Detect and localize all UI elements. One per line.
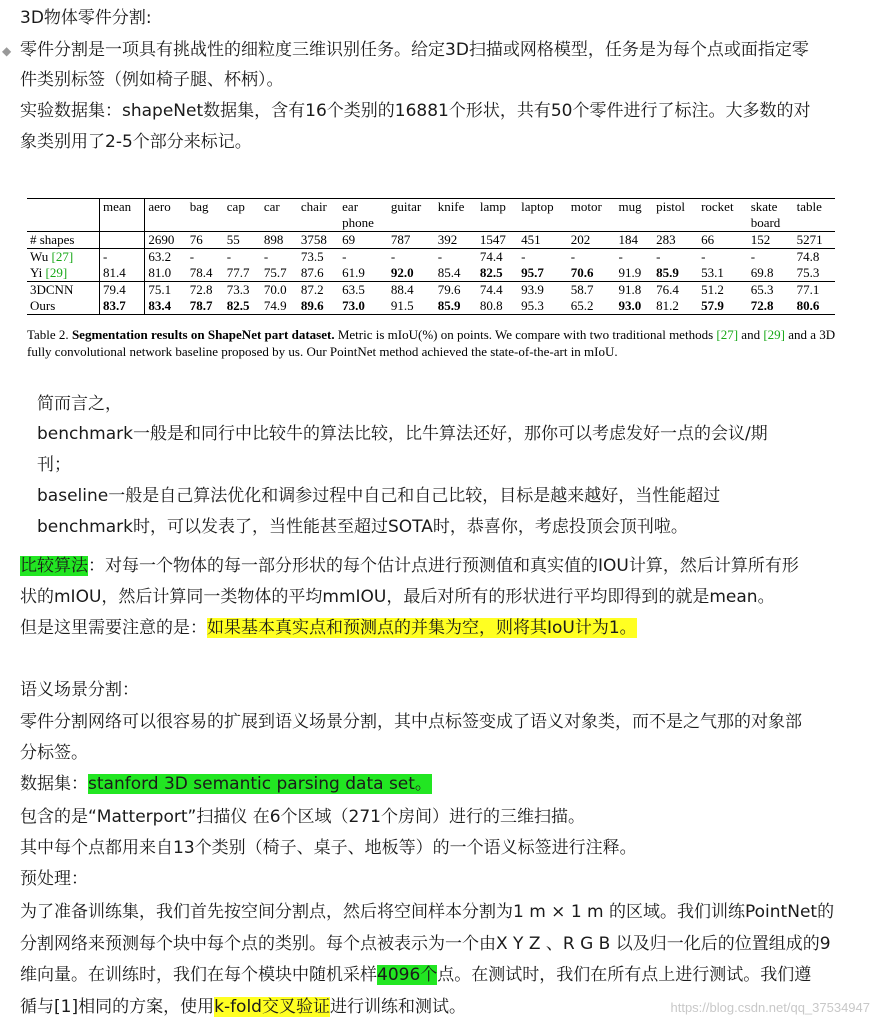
header-cell xyxy=(27,199,100,216)
table-cell: 69.8 xyxy=(748,265,794,282)
table-cell: - xyxy=(342,249,347,264)
table-cell: 184 xyxy=(616,232,654,249)
table-cell: - xyxy=(701,249,706,264)
row-label xyxy=(27,282,100,299)
table-cell: 78.7 xyxy=(187,298,224,315)
table-cell: 89.6 xyxy=(298,298,339,315)
table-cell: 74.4 xyxy=(479,249,503,264)
table-header-row-2 xyxy=(27,215,835,232)
table-cell: 95.7 xyxy=(518,265,568,282)
highlight-sample-count: 4096个 xyxy=(377,965,438,985)
table-header-row xyxy=(27,199,835,216)
table-cell: 898 xyxy=(261,232,298,249)
table-cell: - xyxy=(656,249,661,264)
header-cell: car xyxy=(261,199,298,216)
table-cell: 80.8 xyxy=(477,298,518,315)
table-cell: 63.2 xyxy=(148,249,172,264)
table-cell: 74.8 xyxy=(796,249,820,264)
table-cell: 92.0 xyxy=(388,265,435,282)
table-cell: 79.6 xyxy=(437,282,461,297)
table-cell: 57.9 xyxy=(698,298,748,315)
header-cell: phone xyxy=(339,215,388,232)
header-cell: rocket xyxy=(698,199,748,216)
table-row xyxy=(27,249,835,266)
table-cell: 95.3 xyxy=(518,298,568,315)
caption-ref-link[interactable]: [27] xyxy=(716,327,739,342)
paragraph-line: 简而言之， xyxy=(37,394,122,414)
table-cell: 85.9 xyxy=(435,298,477,315)
caption-text: and xyxy=(738,327,764,342)
table-cell: 83.7 xyxy=(100,298,145,315)
row-label xyxy=(27,249,100,266)
table-cell: - xyxy=(437,249,443,264)
header-cell: ear xyxy=(339,199,388,216)
table-cell: 77.1 xyxy=(796,282,820,297)
header-cell: lamp xyxy=(477,199,518,216)
paragraph-line: 分标签。 xyxy=(20,743,88,763)
table-cell: - xyxy=(189,249,195,264)
table-cell: 63.5 xyxy=(342,282,365,297)
header-cell: aero xyxy=(145,199,187,216)
table-cell: 91.8 xyxy=(618,282,642,297)
table-cell: - xyxy=(226,249,232,264)
table-cell: 85.4 xyxy=(435,265,477,282)
table-cell: 61.9 xyxy=(339,265,388,282)
table-cell: - xyxy=(521,249,526,264)
table-row xyxy=(27,265,835,282)
table-cell: - xyxy=(263,249,269,264)
table-cell: 88.4 xyxy=(390,282,414,297)
table-cell: 73.3 xyxy=(226,282,250,297)
table-cell: 72.8 xyxy=(189,282,213,297)
table-cell: 70.6 xyxy=(568,265,616,282)
section-title: 3D物体零件分割: xyxy=(20,8,152,28)
table-cell: 77.7 xyxy=(224,265,261,282)
table-cell: 53.1 xyxy=(698,265,748,282)
header-cell: mug xyxy=(616,199,654,216)
method-name: Ours xyxy=(30,298,56,313)
table-cell: 787 xyxy=(388,232,435,249)
row-label: # shapes xyxy=(27,232,100,249)
header-cell: cap xyxy=(224,199,261,216)
table-cell: 5271 xyxy=(794,232,835,249)
header-cell: knife xyxy=(435,199,477,216)
results-table-figure xyxy=(27,198,839,360)
table-cell: 65.3 xyxy=(750,282,774,297)
highlight-label: 比较算法 xyxy=(20,556,88,576)
table-cell: 73.5 xyxy=(300,249,324,264)
table-cell: 55 xyxy=(224,232,261,249)
highlight-dataset: stanford 3D semantic parsing data set。 xyxy=(88,774,432,794)
table-cell: 93.0 xyxy=(616,298,654,315)
paragraph-line: 比较算法：对每一个物体的每一部分形状的每个估计点进行预测值和真实值的IOU计算，然后计算所有形 xyxy=(20,556,799,576)
caption-ref-link[interactable]: [29] xyxy=(763,327,785,342)
header-cell: bag xyxy=(187,199,224,216)
header-cell: laptop xyxy=(518,199,568,216)
header-cell: mean xyxy=(100,199,145,216)
paragraph-line: 零件分割网络可以很容易的扩展到语义场景分割，其中点标签变成了语义对象类，而不是之气那的对象部 xyxy=(20,712,802,732)
paragraph-line: 刊； xyxy=(37,455,71,475)
table-cell: 3758 xyxy=(298,232,339,249)
table-cell: 81.0 xyxy=(145,265,187,282)
table-cell: 65.2 xyxy=(568,298,616,315)
table-cell: 85.9 xyxy=(653,265,698,282)
citation-link[interactable]: [29] xyxy=(45,265,68,280)
table-cell: 72.8 xyxy=(748,298,794,315)
table-cell: 74.4 xyxy=(479,282,503,297)
table-cell: 76 xyxy=(187,232,224,249)
paragraph-line: 件类别标签（例如椅子腿、杯柄）。 xyxy=(20,70,284,90)
table-cell: - xyxy=(100,249,145,266)
table-cell: - xyxy=(750,249,756,264)
table-cell: 81.2 xyxy=(653,298,698,315)
method-name: 3DCNN xyxy=(30,282,74,297)
section-title: 语义场景分割： xyxy=(20,680,139,700)
table-cell: 283 xyxy=(653,232,698,249)
table-cell: 75.3 xyxy=(794,265,835,282)
caption-prefix: Table 2. xyxy=(27,327,72,342)
caption-text: and a 3D fully convolutional network baseline proposed by us. Our PointNet method achieved the state-of-the-art in mIoU. xyxy=(27,327,836,359)
table-cell: 91.5 xyxy=(388,298,435,315)
table-shapes-row xyxy=(27,232,835,249)
paragraph-line: 维向量。在训练时，我们在每个模块中随机采样4096个点。在测试时，我们在所有点上进行测试。我们遵 xyxy=(20,965,812,985)
table-cell: 152 xyxy=(748,232,794,249)
table-cell: 82.5 xyxy=(224,298,261,315)
table-row xyxy=(27,298,835,315)
table-cell: - xyxy=(570,249,576,264)
table-cell: 81.4 xyxy=(100,265,145,282)
bullet-icon: ◆ xyxy=(2,44,12,58)
table-cell: 79.4 xyxy=(100,282,145,299)
caption-bold: Segmentation results on ShapeNet part dataset. xyxy=(71,327,335,342)
table-cell: 75.1 xyxy=(148,282,172,297)
table-cell: - xyxy=(390,249,396,264)
table-cell: 66 xyxy=(698,232,748,249)
paragraph-line: 但是这里需要注意的是：如果基本真实点和预测点的并集为空，则将其IoU计为1。 xyxy=(20,618,637,638)
table-cell: 73.0 xyxy=(339,298,388,315)
table-cell: 76.4 xyxy=(656,282,679,297)
header-cell: skate xyxy=(748,199,794,216)
watermark: https://blog.csdn.net/qq_37534947 xyxy=(670,1000,870,1015)
table-cell: 82.5 xyxy=(477,265,518,282)
table-cell: 451 xyxy=(518,232,568,249)
highlight-note: 如果基本真实点和预测点的并集为空，则将其IoU计为1。 xyxy=(207,618,637,638)
paragraph-line: benchmark一般是和同行中比较牛的算法比较，比牛算法还好，那你可以考虑发好一点的会议/期 xyxy=(37,424,768,444)
method-name: Wu xyxy=(30,249,49,264)
table-cell: 69 xyxy=(339,232,388,249)
table-cell xyxy=(100,232,145,249)
paragraph-line: 循与[1]相同的方案，使用k-fold交叉验证进行训练和测试。 xyxy=(20,997,466,1017)
header-cell: pistol xyxy=(653,199,698,216)
header-cell: chair xyxy=(298,199,339,216)
caption-text: Metric is mIoU(%) on points. We compare with two traditional methods xyxy=(334,327,717,342)
table-cell: 392 xyxy=(435,232,477,249)
paragraph-line: 象类别用了2-5个部分来标记。 xyxy=(20,132,252,152)
header-cell: board xyxy=(748,215,794,232)
table-cell: 93.9 xyxy=(521,282,544,297)
paragraph-line: 包含的是“Matterport”扫描仪 在6个区域（271个房间）进行的三维扫描。 xyxy=(20,807,585,827)
paragraph-line: benchmark时，可以发表了，当性能甚至超过SOTA时，恭喜你，考虑投顶会顶刊啦。 xyxy=(37,517,688,537)
highlight-kfold: k-fold交叉验证 xyxy=(214,997,330,1017)
table-cell: - xyxy=(618,249,623,264)
paragraph-line: 为了准备训练集，我们首先按空间分割点，然后将空间样本分割为1 m × 1 m 的区域。我们训练PointNet的 xyxy=(20,902,835,922)
paragraph-line: 数据集：stanford 3D semantic parsing data set。 xyxy=(20,774,432,794)
paragraph-line: 其中每个点都用来自13个类别（椅子、桌子、地板等）的一个语义标签进行注释。 xyxy=(20,838,637,858)
table-cell: 74.9 xyxy=(261,298,298,315)
header-cell: guitar xyxy=(388,199,435,216)
table-caption xyxy=(27,326,839,360)
table-cell: 78.4 xyxy=(187,265,224,282)
paragraph-line: 零件分割是一项具有挑战性的细粒度三维识别任务。给定3D扫描或网格模型，任务是为每个点或面指定零 xyxy=(20,40,809,60)
results-table xyxy=(27,198,835,315)
table-cell: 87.6 xyxy=(298,265,339,282)
table-cell: 87.2 xyxy=(300,282,324,297)
table-cell: 58.7 xyxy=(570,282,594,297)
method-name: Yi xyxy=(30,265,43,280)
table-cell: 2690 xyxy=(145,232,187,249)
table-cell: 70.0 xyxy=(263,282,287,297)
citation-link[interactable]: [27] xyxy=(51,249,74,264)
table-cell: 80.6 xyxy=(794,298,835,315)
table-cell: 91.9 xyxy=(616,265,654,282)
table-cell: 83.4 xyxy=(145,298,187,315)
paragraph-line: 分割网络来预测每个块中每个点的类别。每个点被表示为一个由X Y Z 、R G B 以及归一化后的位置组成的9 xyxy=(20,934,831,954)
header-cell: motor xyxy=(568,199,616,216)
table-cell: 1547 xyxy=(477,232,518,249)
paragraph-line: 状的mIOU，然后计算同一类物体的平均mmIOU，最后对所有的形状进行平均即得到的就是mean。 xyxy=(20,587,775,607)
paragraph-line: 预处理： xyxy=(20,869,88,889)
row-label xyxy=(27,298,100,315)
table-cell: 51.2 xyxy=(701,282,724,297)
row-label xyxy=(27,265,100,282)
table-cell: 202 xyxy=(568,232,616,249)
paragraph-line: 实验数据集：shapeNet数据集，含有16个类别的16881个形状，共有50个零件进行了标注。大多数的对 xyxy=(20,101,811,121)
paragraph-line: baseline一般是自己算法优化和调参过程中自己和自己比较，目标是越来越好，当性能超过 xyxy=(37,486,721,506)
table-cell: 75.7 xyxy=(261,265,298,282)
table-row xyxy=(27,282,835,299)
header-cell: table xyxy=(794,199,835,216)
